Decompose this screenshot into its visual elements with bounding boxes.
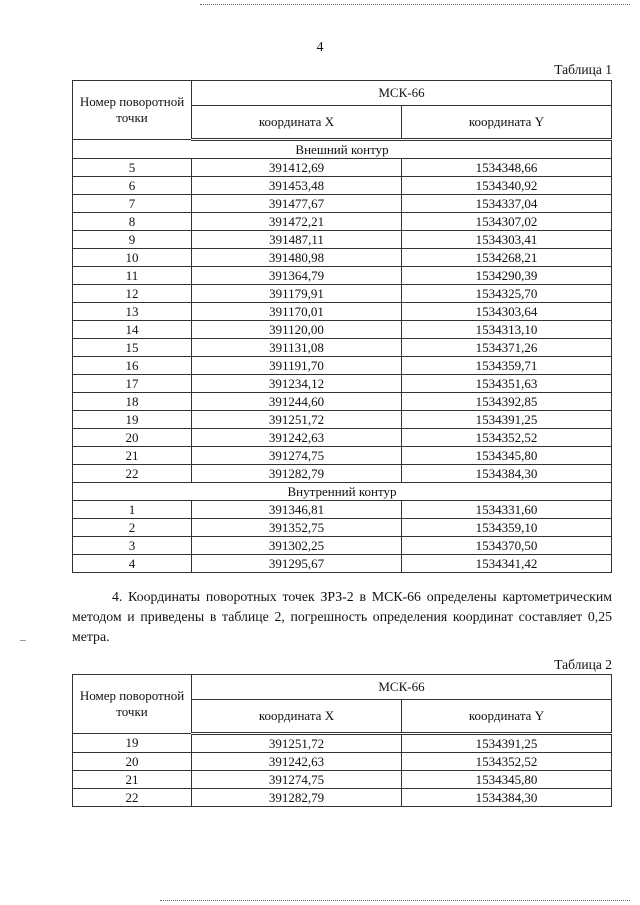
x-coordinate-cell: 391234,12 <box>192 375 402 393</box>
table-row <box>73 285 612 303</box>
x-coordinate-cell: 391352,75 <box>192 519 402 537</box>
point-number-cell: 21 <box>73 447 192 465</box>
y-coordinate-cell: 1534307,02 <box>402 213 612 231</box>
y-coordinate-cell: 1534313,10 <box>402 321 612 339</box>
table1-caption: Таблица 1 <box>554 62 612 77</box>
y-coordinate-cell: 1534345,80 <box>402 447 612 465</box>
point-number-cell: 16 <box>73 357 192 375</box>
x-coordinate-cell: 391274,75 <box>192 447 402 465</box>
x-coordinate-cell: 391282,79 <box>192 465 402 483</box>
section-title: Внешний контур <box>73 140 612 159</box>
y-coordinate-cell: 1534325,70 <box>402 285 612 303</box>
x-coordinate-cell: 391131,08 <box>192 339 402 357</box>
table-row <box>73 501 612 519</box>
margin-mark <box>20 640 26 641</box>
y-coordinate-cell: 1534345,80 <box>402 771 612 789</box>
y-coordinate-cell: 1534359,71 <box>402 357 612 375</box>
page-number: 4 <box>316 40 324 55</box>
point-number-header: Номер поворотной точки <box>73 81 192 140</box>
y-coordinate-header: координата Y <box>402 700 612 734</box>
point-number-cell: 10 <box>73 249 192 267</box>
x-coordinate-cell: 391453,48 <box>192 177 402 195</box>
y-coordinate-cell: 1534371,26 <box>402 339 612 357</box>
point-number-cell: 4 <box>73 555 192 573</box>
coordinate-system-header: МСК-66 <box>192 81 612 106</box>
y-coordinate-cell: 1534391,25 <box>402 411 612 429</box>
section-title: Внутренний контур <box>73 483 612 501</box>
point-number-cell: 7 <box>73 195 192 213</box>
x-coordinate-cell: 391251,72 <box>192 411 402 429</box>
point-number-cell: 9 <box>73 231 192 249</box>
table-row <box>73 537 612 555</box>
y-coordinate-cell: 1534303,41 <box>402 231 612 249</box>
y-coordinate-header: координата Y <box>402 106 612 140</box>
x-coordinate-cell: 391242,63 <box>192 753 402 771</box>
table-row <box>73 447 612 465</box>
point-number-header: Номер поворотной точки <box>73 675 192 734</box>
x-coordinate-cell: 391477,67 <box>192 195 402 213</box>
section-header-row <box>73 483 612 501</box>
point-number-cell: 6 <box>73 177 192 195</box>
x-coordinate-cell: 391191,70 <box>192 357 402 375</box>
table-row <box>73 195 612 213</box>
x-coordinate-cell: 391480,98 <box>192 249 402 267</box>
y-coordinate-cell: 1534303,64 <box>402 303 612 321</box>
table-row <box>73 411 612 429</box>
table-row <box>73 519 612 537</box>
x-coordinate-cell: 391472,21 <box>192 213 402 231</box>
top-scan-line <box>200 4 630 5</box>
x-coordinate-cell: 391412,69 <box>192 159 402 177</box>
point-number-cell: 19 <box>73 734 192 753</box>
point-number-cell: 3 <box>73 537 192 555</box>
table-row <box>73 771 612 789</box>
x-coordinate-cell: 391487,11 <box>192 231 402 249</box>
body-paragraph <box>72 587 612 647</box>
y-coordinate-cell: 1534384,30 <box>402 465 612 483</box>
y-coordinate-cell: 1534290,39 <box>402 267 612 285</box>
y-coordinate-cell: 1534391,25 <box>402 734 612 753</box>
coordinates-table-1 <box>72 80 612 573</box>
x-coordinate-cell: 391170,01 <box>192 303 402 321</box>
y-coordinate-cell: 1534351,63 <box>402 375 612 393</box>
x-coordinate-cell: 391242,63 <box>192 429 402 447</box>
x-coordinate-cell: 391251,72 <box>192 734 402 753</box>
x-coordinate-cell: 391346,81 <box>192 501 402 519</box>
x-coordinate-cell: 391364,79 <box>192 267 402 285</box>
point-number-cell: 20 <box>73 429 192 447</box>
point-number-cell: 22 <box>73 789 192 807</box>
point-number-cell: 17 <box>73 375 192 393</box>
table-row <box>73 393 612 411</box>
y-coordinate-cell: 1534348,66 <box>402 159 612 177</box>
point-number-cell: 5 <box>73 159 192 177</box>
point-number-cell: 13 <box>73 303 192 321</box>
x-coordinate-cell: 391302,25 <box>192 537 402 555</box>
table-row <box>73 555 612 573</box>
table-row <box>73 734 612 753</box>
table-row <box>73 339 612 357</box>
table-row <box>73 267 612 285</box>
point-number-cell: 11 <box>73 267 192 285</box>
table2-caption: Таблица 2 <box>554 657 612 672</box>
x-coordinate-cell: 391282,79 <box>192 789 402 807</box>
point-number-cell: 1 <box>73 501 192 519</box>
point-number-cell: 14 <box>73 321 192 339</box>
table-row <box>73 375 612 393</box>
y-coordinate-cell: 1534370,50 <box>402 537 612 555</box>
point-number-cell: 19 <box>73 411 192 429</box>
x-coordinate-cell: 391295,67 <box>192 555 402 573</box>
y-coordinate-cell: 1534331,60 <box>402 501 612 519</box>
table-row <box>73 789 612 807</box>
table-row <box>73 357 612 375</box>
table-row <box>73 213 612 231</box>
point-number-cell: 18 <box>73 393 192 411</box>
y-coordinate-cell: 1534359,10 <box>402 519 612 537</box>
point-number-cell: 21 <box>73 771 192 789</box>
table-row <box>73 231 612 249</box>
point-number-cell: 20 <box>73 753 192 771</box>
y-coordinate-cell: 1534392,85 <box>402 393 612 411</box>
y-coordinate-cell: 1534337,04 <box>402 195 612 213</box>
x-coordinate-cell: 391179,91 <box>192 285 402 303</box>
y-coordinate-cell: 1534352,52 <box>402 753 612 771</box>
table-row <box>73 177 612 195</box>
table-row <box>73 753 612 771</box>
y-coordinate-cell: 1534384,30 <box>402 789 612 807</box>
section-header-row <box>73 140 612 159</box>
coordinate-system-header: МСК-66 <box>192 675 612 700</box>
y-coordinate-cell: 1534352,52 <box>402 429 612 447</box>
table-row <box>73 249 612 267</box>
point-number-cell: 15 <box>73 339 192 357</box>
x-coordinate-cell: 391120,00 <box>192 321 402 339</box>
table-row <box>73 303 612 321</box>
table-row <box>73 159 612 177</box>
y-coordinate-cell: 1534340,92 <box>402 177 612 195</box>
point-number-cell: 12 <box>73 285 192 303</box>
point-number-cell: 8 <box>73 213 192 231</box>
coordinates-table-2 <box>72 674 612 807</box>
y-coordinate-cell: 1534268,21 <box>402 249 612 267</box>
y-coordinate-cell: 1534341,42 <box>402 555 612 573</box>
point-number-cell: 22 <box>73 465 192 483</box>
table-row <box>73 321 612 339</box>
paragraph-text: 4. Координаты поворотных точек ЗРЗ-2 в МСК-66 определены картометрическим методом и приведены в таблице 2, погрешность определения координат составляет 0,25 метра. <box>72 589 612 644</box>
x-coordinate-header: координата X <box>192 106 402 140</box>
x-coordinate-header: координата X <box>192 700 402 734</box>
x-coordinate-cell: 391244,60 <box>192 393 402 411</box>
table-row <box>73 465 612 483</box>
table-row <box>73 429 612 447</box>
bottom-scan-line <box>160 900 630 901</box>
x-coordinate-cell: 391274,75 <box>192 771 402 789</box>
point-number-cell: 2 <box>73 519 192 537</box>
